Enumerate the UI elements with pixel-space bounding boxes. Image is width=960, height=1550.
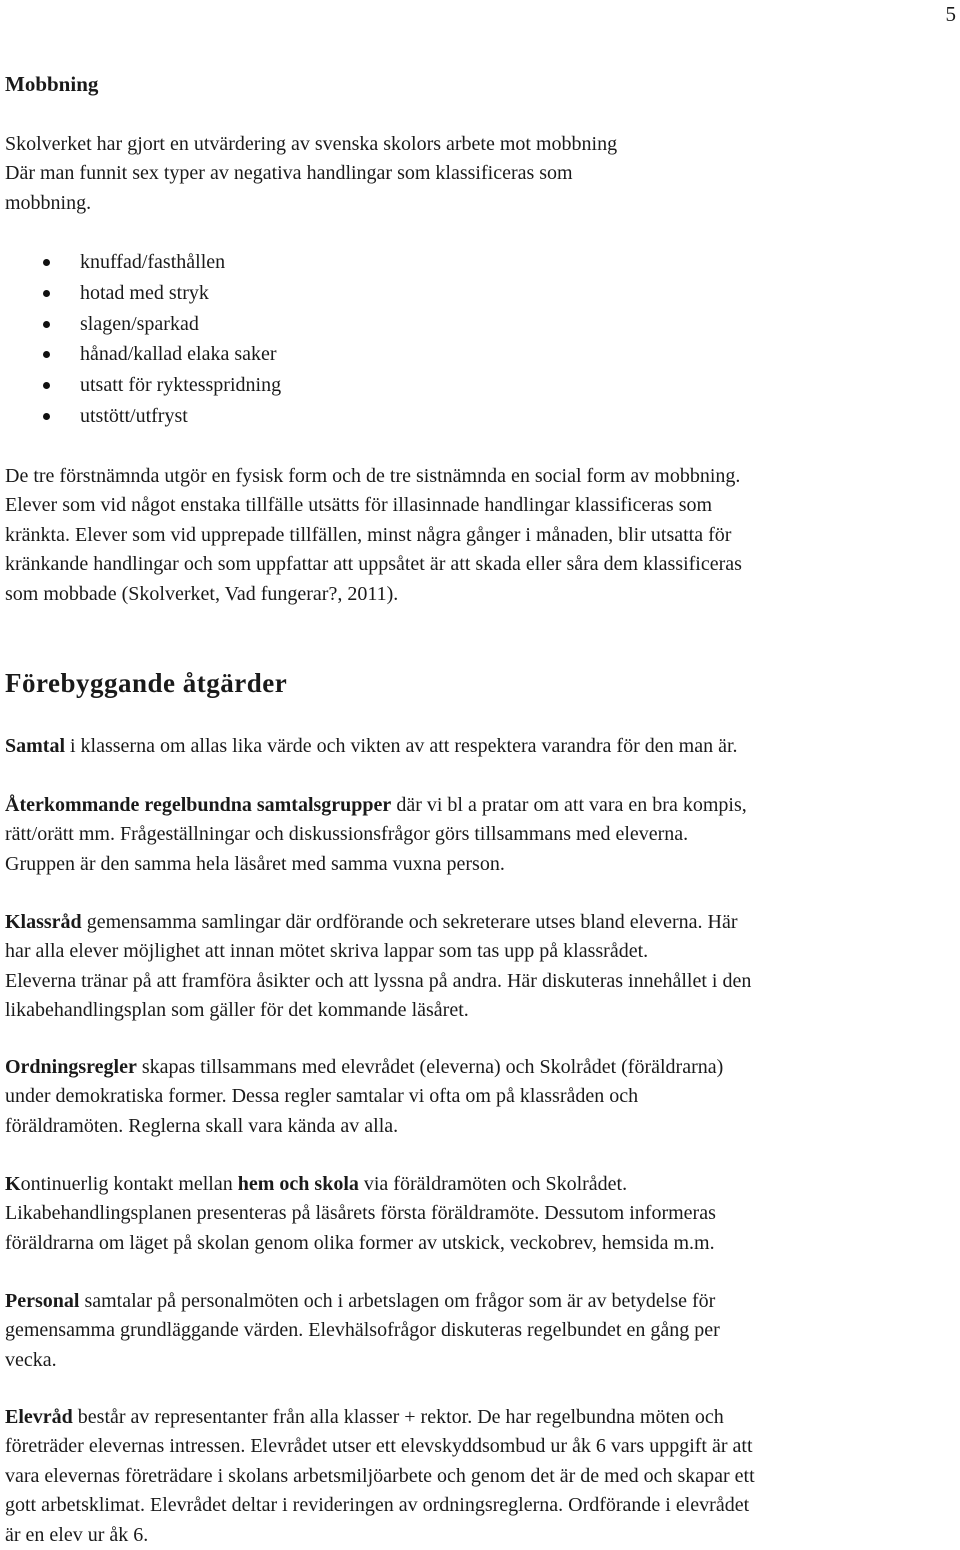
elevrad-line: företräder elevernas intressen. Elevrådet utser ett elevskyddsombud ur åk 6 vars uppgift är att [5,1435,753,1458]
personal-term: Personal [5,1290,80,1312]
samtal-paragraph [5,732,955,761]
kontinuerlig-initial: K [5,1173,21,1195]
personal-paragraph [5,1287,955,1375]
list-item: hotad med stryk [0,278,281,309]
heading-forebyggande: Förebyggande åtgärder [5,668,288,698]
page-number: 5 [945,2,956,26]
ordningsregler-line: under demokratiska former. Dessa regler samtalar vi ofta om på klassråden och [5,1085,639,1108]
kontinuerlig-paragraph [5,1170,955,1258]
klassrad-line: likabehandlingsplan som gäller för det kommande läsåret. [5,999,469,1022]
summary-paragraph [5,462,955,609]
aterkommande-line: Gruppen är den samma hela läsåret med samma vuxna person. [5,852,505,875]
kontinuerlig-text-end: via föräldramöten och Skolrådet. [358,1173,628,1195]
ordningsregler-text: skapas tillsammans med elevrådet (eleverna) och Skolrådet (föräldrarna) [136,1056,724,1078]
elevrad-line: vara elevernas företrädare i skolans arbetsmiljöarbete och genom det är de med och skapar ett [5,1464,755,1487]
intro-line: Där man funnit sex typer av negativa handlingar som klassificeras som [5,162,573,185]
klassrad-text: gemensamma samlingar där ordförande och sekreterare utses bland eleverna. Här [81,911,738,933]
list-item: hånad/kallad elaka saker [0,339,281,370]
negative-actions-list [0,247,281,432]
ordningsregler-line: föräldramöten. Reglerna skall vara kända av alla. [5,1114,399,1137]
personal-text: samtalar på personalmöten och i arbetslagen om frågor som är av betydelse för [79,1290,716,1312]
list-item: slagen/sparkad [0,309,281,340]
intro-paragraph [5,130,955,218]
summary-line: kränkta. Elever som vid upprepade tillfällen, minst några gånger i månaden, blir utsatta för [5,523,732,546]
elevrad-line: gott arbetsklimat. Elevrådet deltar i revideringen av ordningsreglerna. Ordförande i elevrådet [5,1494,750,1517]
ordningsregler-paragraph [5,1053,955,1141]
kontinuerlig-text: ontinuerlig kontakt mellan [20,1173,238,1195]
intro-line: mobbning. [5,191,92,214]
heading-mobbning: Mobbning [5,72,99,96]
klassrad-term: Klassråd [5,911,82,933]
aterkommande-paragraph [5,791,955,879]
summary-line: De tre förstnämnda utgör en fysisk form och de tre sistnämnda en social form av mobbning. [5,465,741,487]
summary-line: Elever som vid något enstaka tillfälle utsätts för illasinnade handlingar klassificeras som [5,494,713,517]
summary-line: kränkande handlingar och som uppfattar att uppsåtet är att skada eller såra dem klassificeras [5,553,742,576]
samtal-term: Samtal [5,735,65,757]
klassrad-line: har alla elever möjlighet att innan mötet skriva lappar som tas upp på klassrådet. [5,940,649,963]
personal-line: vecka. [5,1348,57,1371]
elevrad-text: består av representanter från alla klasser + rektor. De har regelbundna möten och [72,1406,724,1428]
kontinuerlig-line: Likabehandlingsplanen presenteras på läsårets första föräldramöte. Dessutom informeras [5,1202,716,1225]
aterkommande-text: där vi bl a pratar om att vara en bra kompis, [391,794,747,816]
list-item: utsatt för ryktesspridning [0,370,281,401]
list-item: utstött/utfryst [0,401,281,432]
personal-line: gemensamma grundläggande värden. Elevhälsofrågor diskuteras regelbundet en gång per [5,1319,720,1342]
samtal-text: i klasserna om allas lika värde och vikten av att respektera varandra för den man är. [65,735,738,757]
elevrad-term: Elevråd [5,1406,73,1428]
klassrad-paragraph [5,908,955,1026]
aterkommande-line: rätt/orätt mm. Frågeställningar och diskussionsfrågor görs tillsammans med eleverna. [5,823,689,846]
intro-line: Skolverket har gjort en utvärdering av svenska skolors arbete mot mobbning [5,133,618,155]
elevrad-line: är en elev ur åk 6. [5,1523,149,1546]
list-item: knuffad/fasthållen [0,247,281,278]
aterkommande-term: Återkommande regelbundna samtalsgrupper [5,794,392,816]
ordningsregler-term: Ordningsregler [5,1056,137,1078]
elevrad-paragraph [5,1403,955,1550]
kontinuerlig-line: föräldrarna om läget på skolan genom olika former av utskick, veckobrev, hemsida m.m. [5,1231,715,1254]
klassrad-line: Eleverna tränar på att framföra åsikter och att lyssna på andra. Här diskuteras innehållet i den [5,969,752,992]
hem-och-skola-term: hem och skola [237,1173,359,1195]
summary-line: som mobbade (Skolverket, Vad fungerar?, 2011). [5,582,399,605]
